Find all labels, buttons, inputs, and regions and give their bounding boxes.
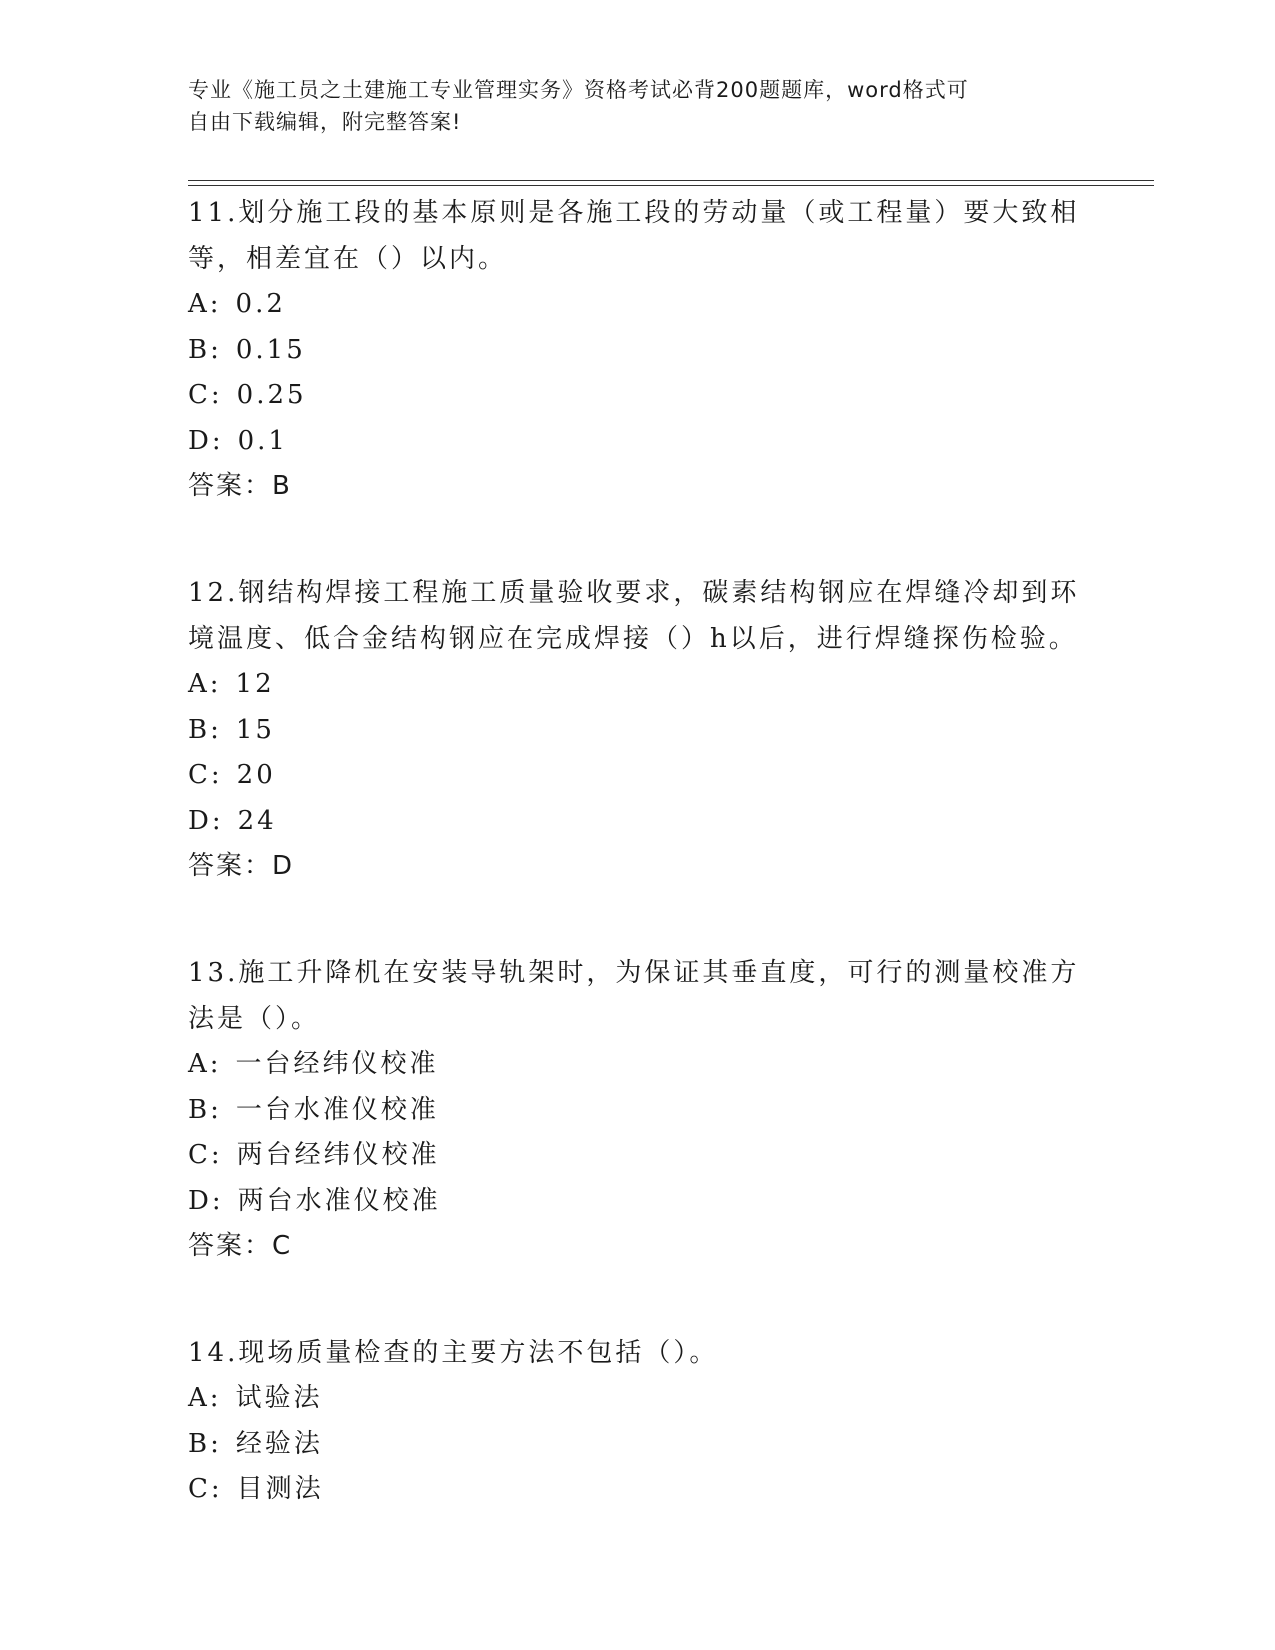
option-a [188, 1376, 1088, 1422]
option-label: A: [188, 669, 222, 699]
option-b [188, 708, 1088, 754]
option-a [188, 662, 1088, 708]
option-label: A: [188, 1049, 222, 1079]
divider-line-top [188, 180, 1154, 181]
option-label: D: [188, 1185, 224, 1216]
question-text [188, 570, 1088, 662]
question-12 [188, 570, 1088, 888]
question-list [188, 190, 1088, 1513]
question-13 [188, 950, 1088, 1268]
option-label: C: [188, 380, 223, 410]
question-text-line-2: 等，相差宜在（）以内。 [188, 244, 508, 274]
option-value: 0.2 [235, 289, 286, 319]
option-value: 12 [235, 669, 275, 699]
divider-line-bottom [188, 185, 1154, 186]
option-c [188, 373, 1088, 419]
option-value: 0.15 [235, 334, 306, 365]
question-spacer [188, 888, 1088, 950]
option-d [188, 1179, 1088, 1225]
question-11 [188, 190, 1088, 508]
option-d [188, 799, 1088, 845]
option-value: 0.1 [237, 425, 288, 456]
option-value: 试验法 [235, 1383, 323, 1413]
header-divider [188, 180, 1154, 186]
question-text [188, 1330, 1088, 1376]
question-text-line-1: 12.钢结构焊接工程施工质量验收要求，碳素结构钢应在焊缝冷却到环 [188, 578, 1080, 608]
option-label: C: [188, 760, 223, 790]
option-label: C: [188, 1474, 223, 1504]
question-text-line-2: 境温度、低合金结构钢应在完成焊接（）h以后，进行焊缝探伤检验。 [188, 624, 1078, 654]
option-d [188, 419, 1088, 465]
option-label: B: [188, 1428, 222, 1459]
option-value: 20 [236, 760, 276, 790]
option-value: 一台水准仪校准 [235, 1094, 439, 1125]
option-value: 15 [235, 714, 275, 745]
header-line-1: 专业《施工员之土建施工专业管理实务》资格考试必背200题题库，word格式可 [188, 78, 969, 102]
option-b [188, 1088, 1088, 1134]
answer-line: 答案：C [188, 1231, 293, 1261]
option-label: B: [188, 1094, 222, 1125]
question-14 [188, 1330, 1088, 1513]
option-b [188, 1422, 1088, 1468]
question-text-line-1: 13.施工升降机在安装导轨架时，为保证其垂直度，可行的测量校准方 [188, 958, 1080, 988]
option-label: B: [188, 714, 222, 745]
document-header [188, 74, 1088, 138]
answer-line: 答案：B [188, 471, 292, 501]
question-text [188, 950, 1088, 1042]
question-text-line-1: 11.划分施工段的基本原则是各施工段的劳动量（或工程量）要大致相 [188, 198, 1080, 228]
question-spacer [188, 508, 1088, 570]
option-value: 0.25 [236, 380, 307, 410]
option-value: 24 [237, 805, 277, 836]
option-label: A: [188, 289, 222, 319]
question-text-line-1: 14.现场质量检查的主要方法不包括（）。 [188, 1338, 719, 1368]
option-label: D: [188, 805, 224, 836]
question-text [188, 190, 1088, 282]
option-label: C: [188, 1140, 223, 1170]
option-value: 两台经纬仪校准 [236, 1140, 440, 1170]
option-b [188, 328, 1088, 374]
option-value: 目测法 [236, 1474, 324, 1504]
option-value: 两台水准仪校准 [237, 1185, 441, 1216]
option-value: 经验法 [235, 1428, 323, 1459]
option-label: A: [188, 1383, 222, 1413]
option-label: D: [188, 425, 224, 456]
option-c [188, 1467, 1088, 1513]
header-line-2: 自由下载编辑，附完整答案! [188, 110, 462, 134]
option-value: 一台经纬仪校准 [235, 1049, 439, 1079]
option-label: B: [188, 334, 222, 365]
question-text-line-2: 法是（）。 [188, 1004, 321, 1034]
option-a [188, 1042, 1088, 1088]
option-c [188, 1133, 1088, 1179]
option-a [188, 282, 1088, 328]
option-c [188, 753, 1088, 799]
answer-line: 答案：D [188, 851, 295, 881]
question-spacer [188, 1268, 1088, 1330]
